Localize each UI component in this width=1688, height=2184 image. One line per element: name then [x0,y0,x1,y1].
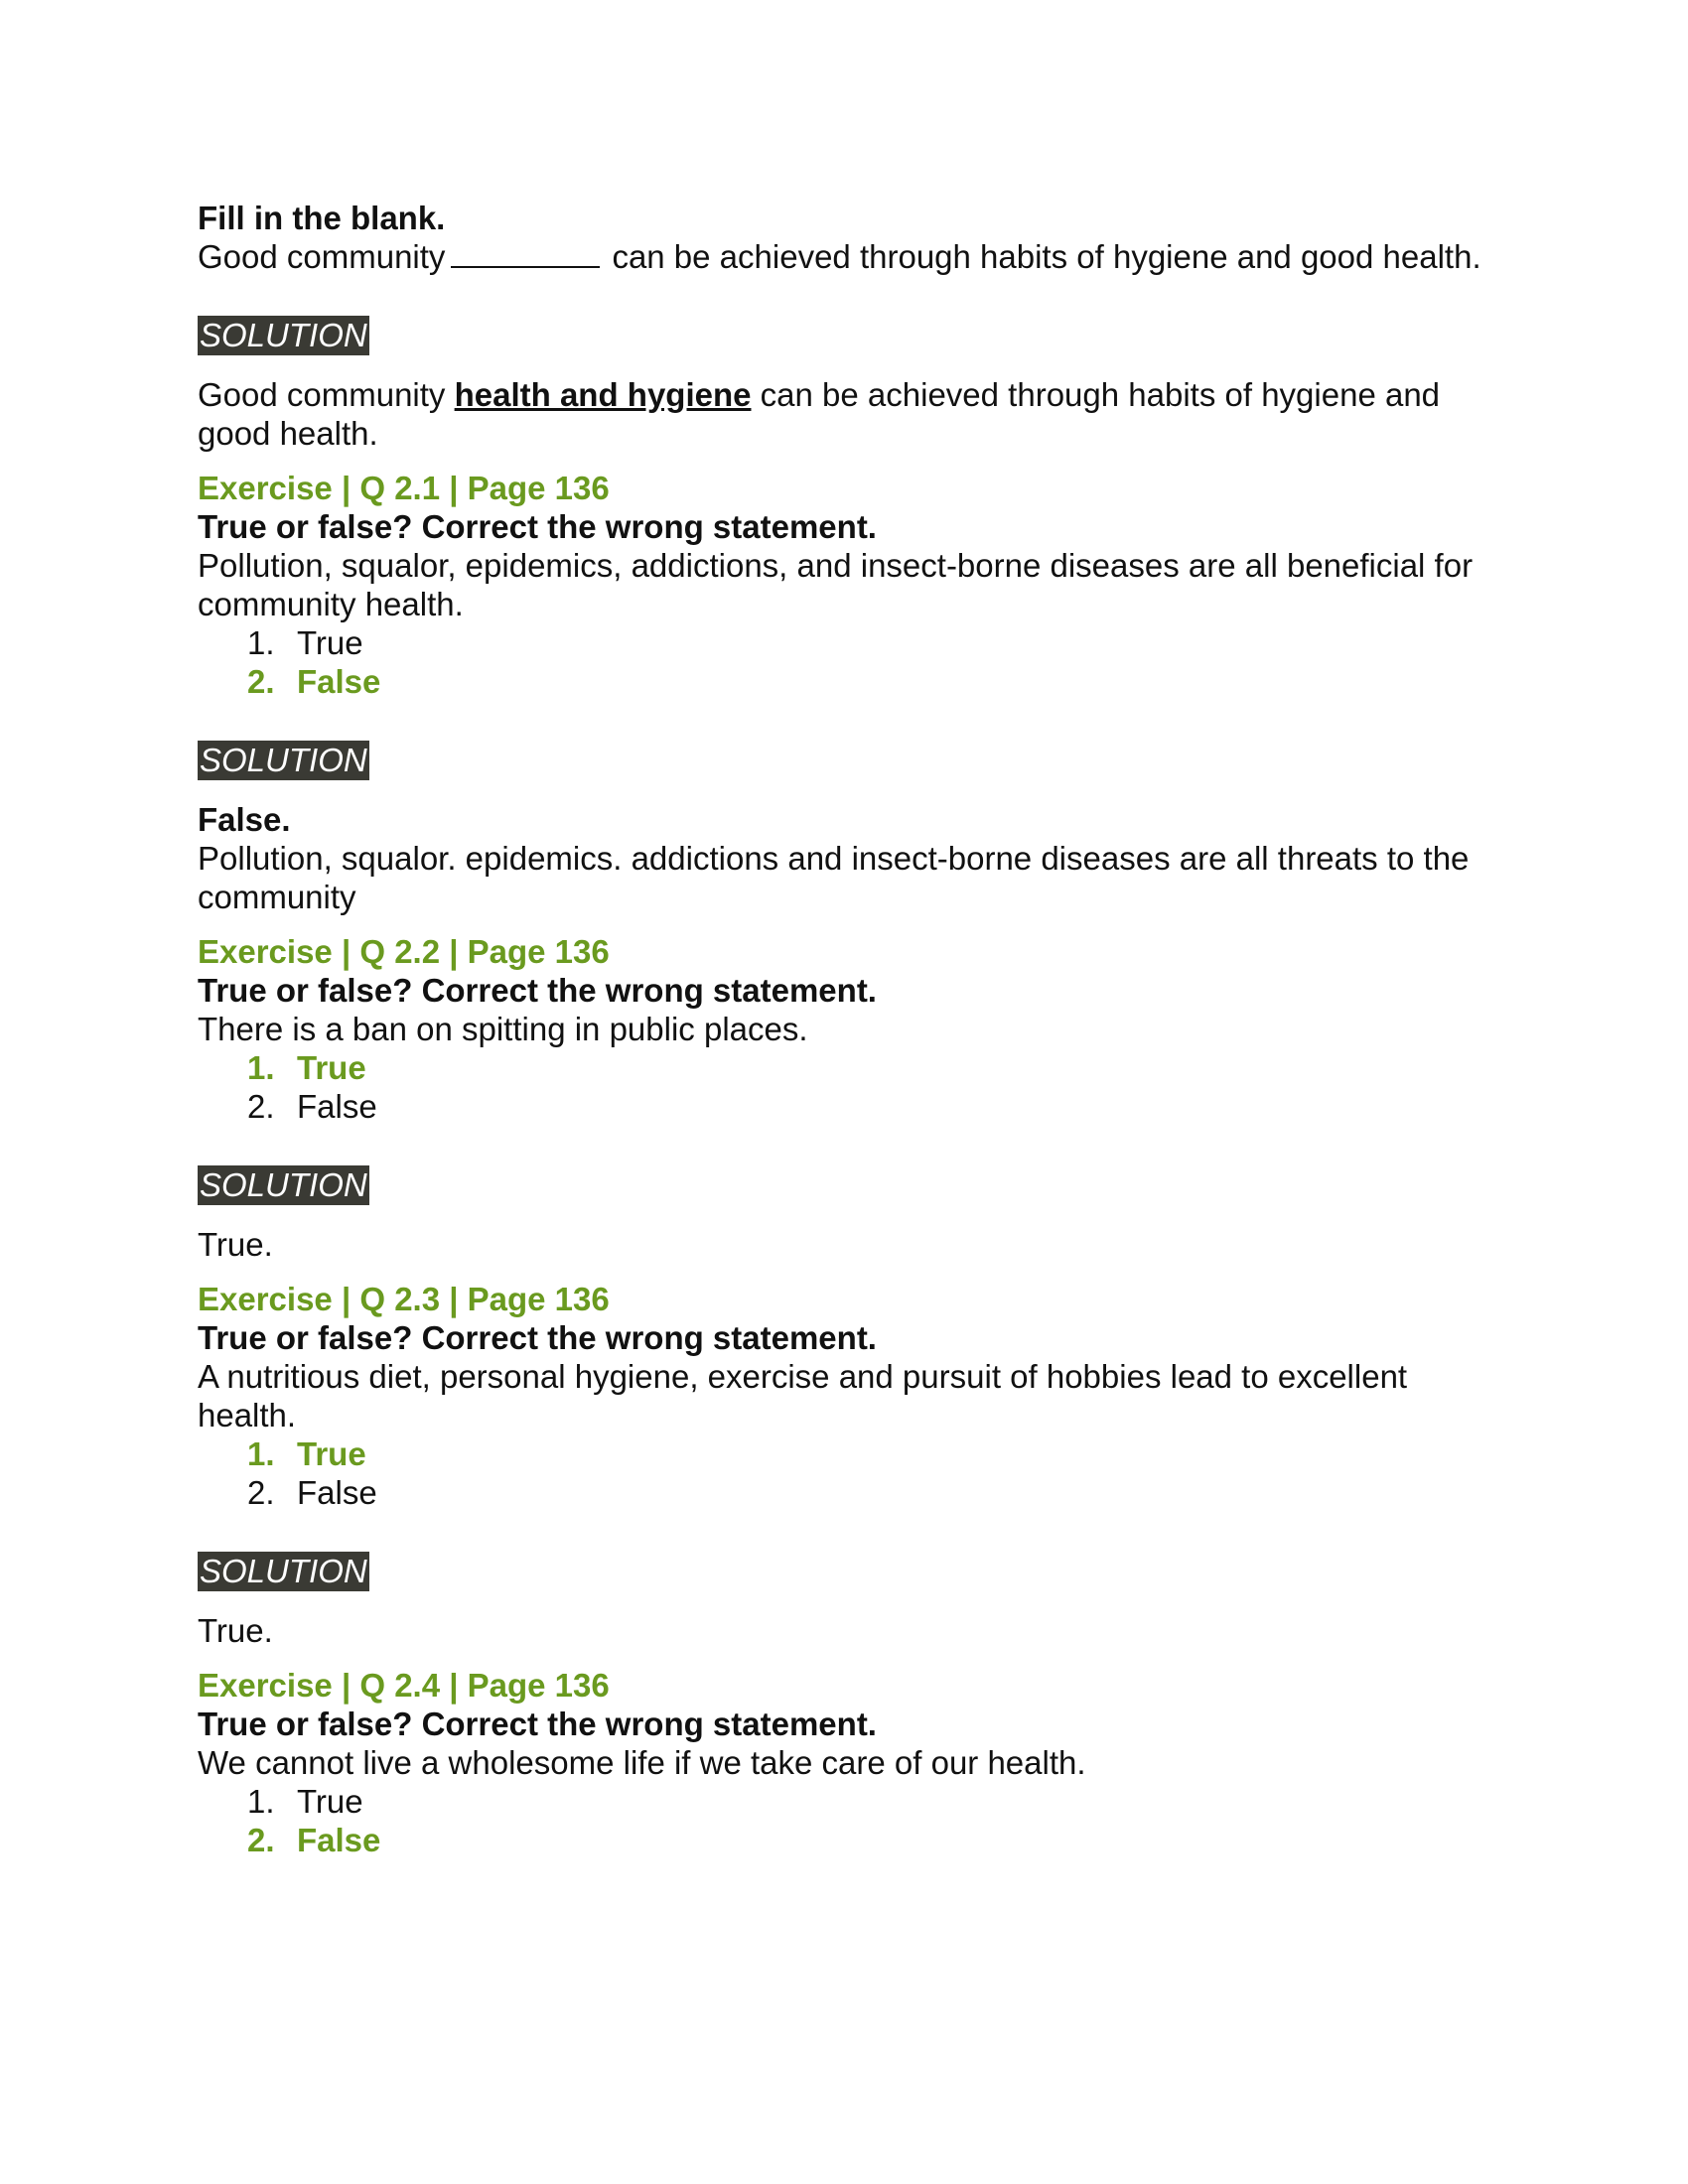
option-label: False [297,1088,377,1125]
option-number: 1. [247,1435,275,1472]
solution-badge: SOLUTION [200,1166,367,1203]
question-fill-blank [198,199,1508,453]
option-label: False [297,663,381,700]
exercise-label: Exercise | Q 2.4 | Page 136 [198,1667,610,1704]
blank-line [451,238,600,268]
question-2-4 [198,1666,1508,1859]
option-label: False [297,1822,381,1858]
options-list [198,1782,1508,1859]
question-text-after: can be achieved through habits of hygiene and good health. [612,238,1481,275]
solution-text-after: can be achieved through habits of hygiene and good health. [198,376,1441,452]
option-number: 1. [247,624,275,661]
exercise-label: Exercise | Q 2.2 | Page 136 [198,933,610,970]
option-true [247,623,1508,662]
option-label: True [297,1049,366,1086]
question-2-2 [198,932,1508,1264]
question-heading: True or false? Correct the wrong statement. [198,1706,877,1742]
option-label: True [297,1435,366,1472]
option-number: 1. [247,1049,275,1086]
question-heading: Fill in the blank. [198,200,446,236]
question-statement: A nutritious diet, personal hygiene, exercise and pursuit of hobbies lead to excellent health. [198,1358,1408,1433]
question-heading: True or false? Correct the wrong statement. [198,508,877,545]
option-false [247,662,1508,701]
option-false [247,1473,1508,1512]
solution-text [198,375,1508,453]
solution-badge-wrap [198,1552,1508,1591]
question-statement: We cannot live a wholesome life if we take care of our health. [198,1744,1086,1781]
option-label: False [297,1474,377,1511]
solution-badge: SOLUTION [200,742,367,778]
question-text [198,237,1508,276]
options-list [198,1434,1508,1512]
option-false [247,1821,1508,1859]
solution-answer: health and hygiene [454,376,752,413]
option-true [247,1048,1508,1087]
solution-badge-wrap [198,316,1508,355]
question-2-3 [198,1280,1508,1650]
solution-text-before: Good community [198,376,446,413]
option-true [247,1782,1508,1821]
solution-badge-wrap [198,741,1508,780]
option-number: 2. [247,1474,275,1511]
option-label: True [297,1783,363,1820]
option-false [247,1087,1508,1126]
option-number: 2. [247,1088,275,1125]
question-text-before: Good community [198,238,446,275]
option-number: 2. [247,1822,275,1858]
solution-heading: False. [198,801,291,838]
solution-text: True. [198,1226,273,1263]
option-number: 1. [247,1783,275,1820]
solution-text: Pollution, squalor. epidemics. addictions and insect-borne diseases are all threats to the community [198,840,1470,915]
question-heading: True or false? Correct the wrong statement. [198,972,877,1009]
solution-badge: SOLUTION [200,317,367,353]
option-number: 2. [247,663,275,700]
solution-text: True. [198,1612,273,1649]
question-2-1 [198,469,1508,916]
worksheet-page [198,199,1508,1859]
options-list [198,623,1508,701]
question-heading: True or false? Correct the wrong statement. [198,1319,877,1356]
question-statement: There is a ban on spitting in public places. [198,1011,808,1047]
solution-badge-wrap [198,1165,1508,1205]
solution-badge: SOLUTION [200,1553,367,1589]
question-statement: Pollution, squalor, epidemics, addictions, and insect-borne diseases are all beneficial for community health. [198,547,1474,622]
option-label: True [297,624,363,661]
exercise-label: Exercise | Q 2.3 | Page 136 [198,1281,610,1317]
options-list [198,1048,1508,1126]
option-true [247,1434,1508,1473]
exercise-label: Exercise | Q 2.1 | Page 136 [198,470,610,506]
